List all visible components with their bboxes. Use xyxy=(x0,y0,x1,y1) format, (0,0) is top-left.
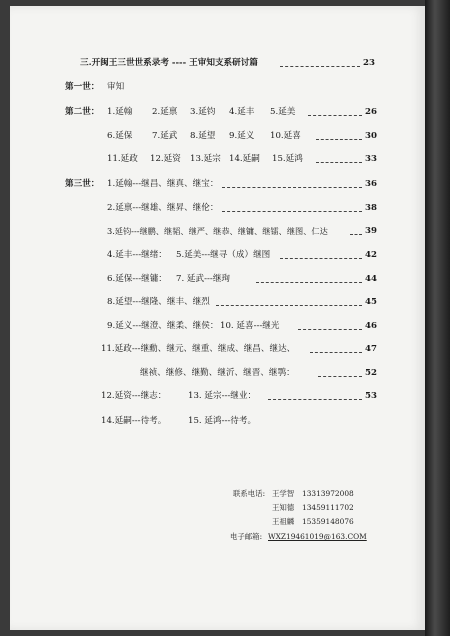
gen1-label: 第一世： xyxy=(65,82,100,92)
toc-entry: 11.延政---继勳、继元、继重、继成、继昌、继达、 xyxy=(101,344,296,354)
toc-entry: 4.延丰---继绪： xyxy=(107,250,167,260)
toc-entry: 8.延望 xyxy=(190,131,216,141)
contact-phone: 13459111702 xyxy=(302,503,354,512)
toc-entry: 13. 延宗---继业： xyxy=(188,391,257,401)
page-number: 38 xyxy=(365,203,377,213)
contact-name: 王知德 xyxy=(272,503,295,512)
leader-dots xyxy=(308,115,362,116)
toc-entry: 5.延美 xyxy=(270,107,296,117)
gen3-label: 第三世： xyxy=(65,179,100,189)
toc-entry: 15.延鸿 xyxy=(272,154,303,164)
leader-dots xyxy=(268,399,362,400)
toc-entry: 14.延嗣 xyxy=(229,154,260,164)
gen1-name: 审知 xyxy=(107,82,125,92)
page-number: 26 xyxy=(365,107,377,117)
email-label: 电子邮箱: xyxy=(230,532,263,541)
toc-entry: 继祯、继修、继勤、继沂、继晋、继鹗： xyxy=(140,368,295,378)
email-address: WXZ19461019@163.COM xyxy=(268,532,367,541)
page-number: 33 xyxy=(365,154,377,164)
toc-header: 三.开闽王三世世系录考 ---- 王审知支系研讨篇 xyxy=(80,58,258,68)
page-number: 44 xyxy=(365,274,377,284)
leader-dots xyxy=(318,376,362,377)
leader-dots xyxy=(316,139,362,140)
toc-entry: 7.延武 xyxy=(152,131,178,141)
leader-dots xyxy=(316,162,362,163)
toc-entry: 11.延政 xyxy=(107,154,138,164)
leader-dots xyxy=(222,211,362,212)
toc-entry: 3.延钧 xyxy=(190,107,216,117)
book-spine xyxy=(425,0,450,636)
toc-entry: 13.延宗 xyxy=(190,154,221,164)
toc-entry: 4.延丰 xyxy=(229,107,255,117)
toc-entry: 12.延资 xyxy=(150,154,181,164)
page-number: 52 xyxy=(365,368,377,378)
page-number: 47 xyxy=(365,344,377,354)
leader-dots xyxy=(280,66,360,67)
toc-entry: 2.延禀---继雄、继昇、继伦： xyxy=(107,203,219,213)
leader-dots xyxy=(216,305,362,306)
page-number: 46 xyxy=(365,321,377,331)
toc-entry: 6.延保---继镛： xyxy=(107,274,167,284)
leader-dots xyxy=(298,329,362,330)
toc-entry: 7. 延武---继珣 xyxy=(176,274,231,284)
toc-entry: 5.延美---继寻（成）继图 xyxy=(176,250,271,260)
page-number: 45 xyxy=(365,297,377,307)
page-number: 36 xyxy=(365,179,377,189)
toc-entry: 10. 延喜---继光 xyxy=(220,321,280,331)
phone-label: 联系电话: xyxy=(233,489,266,498)
toc-entry: 1.延翰 xyxy=(107,107,133,117)
toc-entry: 15. 延鸿---待考。 xyxy=(188,416,257,426)
page-number: 30 xyxy=(365,131,377,141)
toc-entry: 9.延义---继澄、继柔、继侯： xyxy=(107,321,219,331)
toc-entry: 12.延资---继志： xyxy=(101,391,167,401)
toc-entry: 10.延喜 xyxy=(270,131,301,141)
leader-dots xyxy=(350,234,362,235)
contact-phone: 15359148076 xyxy=(302,517,354,526)
toc-entry: 14.延嗣---待考。 xyxy=(101,416,167,426)
leader-dots xyxy=(222,187,362,188)
toc-entry: 3.延钧---继鹏、继韬、继严、继恭、继镛、继镭、继图、仁达 xyxy=(107,226,328,236)
toc-entry: 2.延禀 xyxy=(152,107,178,117)
gen2-label: 第二世： xyxy=(65,107,100,117)
contact-name: 王祖麟 xyxy=(272,517,295,526)
book-page xyxy=(10,6,425,630)
leader-dots xyxy=(256,282,362,283)
page-number: 42 xyxy=(365,250,377,260)
page-number: 39 xyxy=(365,226,377,236)
toc-entry: 1.延翰---继昌、继真、继宝： xyxy=(107,179,219,189)
leader-dots xyxy=(280,258,362,259)
toc-entry: 6.延保 xyxy=(107,131,133,141)
page-number: 53 xyxy=(365,391,377,401)
toc-entry: 9.延义 xyxy=(229,131,255,141)
toc-entry: 8.延望---继隆、继丰、继烈 xyxy=(107,297,210,307)
leader-dots xyxy=(310,352,362,353)
contact-name: 王学智 xyxy=(272,489,295,498)
contact-phone: 13313972008 xyxy=(302,489,354,498)
page-number: 23 xyxy=(363,58,375,68)
